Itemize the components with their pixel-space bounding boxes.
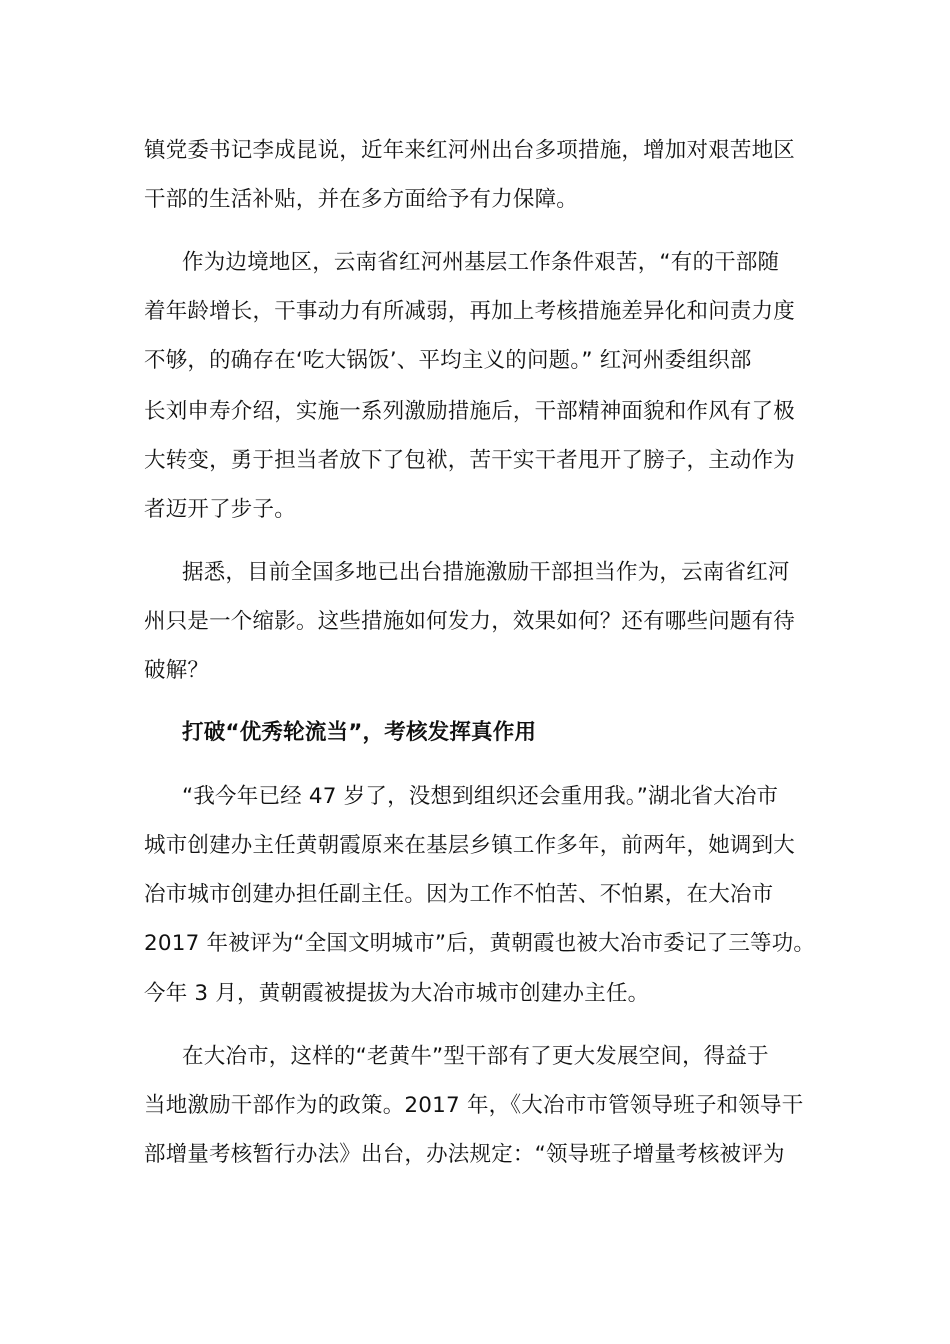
text-line: 长刘申寿介绍，实施一系列激励措施后，干部精神面貌和作风有了极: [144, 399, 796, 424]
text-line: 者迈开了步子。: [144, 497, 296, 522]
text-line: 干部的生活补贴，并在多方面给予有力保障。: [144, 187, 579, 212]
text-line: 不够，的确存在‘吃大锅饭’、平均主义的问题。” 红河州委组织部: [144, 348, 752, 373]
text-line: 部增量考核暂行办法》出台，办法规定：“领导班子增量考核被评为: [144, 1142, 785, 1167]
text-line: 当地激励干部作为的政策。2017 年，《大冶市市管领导班子和领导干: [144, 1093, 804, 1118]
text-line: 2017 年被评为“全国文明城市”后，黄朝霞也被大冶市委记了三等功。: [144, 931, 816, 956]
text-line: 着年龄增长，干事动力有所减弱，再加上考核措施差异化和问责力度: [144, 299, 796, 324]
text-line: 州只是一个缩影。这些措施如何发力，效果如何？还有哪些问题有待: [144, 609, 796, 634]
text-line: 今年 3 月，黄朝霞被提拔为大冶市城市创建办主任。: [144, 981, 650, 1006]
text-line: 镇党委书记李成昆说，近年来红河州出台多项措施，增加对艰苦地区: [144, 138, 796, 163]
text-line: 冶市城市创建办担任副主任。因为工作不怕苦、不怕累，在大冶市: [144, 882, 774, 907]
text-line: 城市创建办主任黄朝霞原来在基层乡镇工作多年，前两年，她调到大: [144, 833, 796, 858]
text-line: 破解？: [144, 658, 210, 683]
section-heading: 打破“优秀轮流当”，考核发挥真作用: [182, 720, 537, 745]
text-line: 作为边境地区，云南省红河州基层工作条件艰苦，“有的干部随: [182, 250, 780, 275]
text-line: 在大冶市，这样的“老黄牛”型干部有了更大发展空间，得益于: [182, 1044, 769, 1069]
text-line: 大转变，勇于担当者放下了包袱，苦干实干者甩开了膀子，主动作为: [144, 448, 796, 473]
text-line: 据悉，目前全国多地已出台措施激励干部担当作为，云南省红河: [182, 560, 790, 585]
text-line: “我今年已经 47 岁了，没想到组织还会重用我。”湖北省大冶市: [182, 784, 779, 809]
